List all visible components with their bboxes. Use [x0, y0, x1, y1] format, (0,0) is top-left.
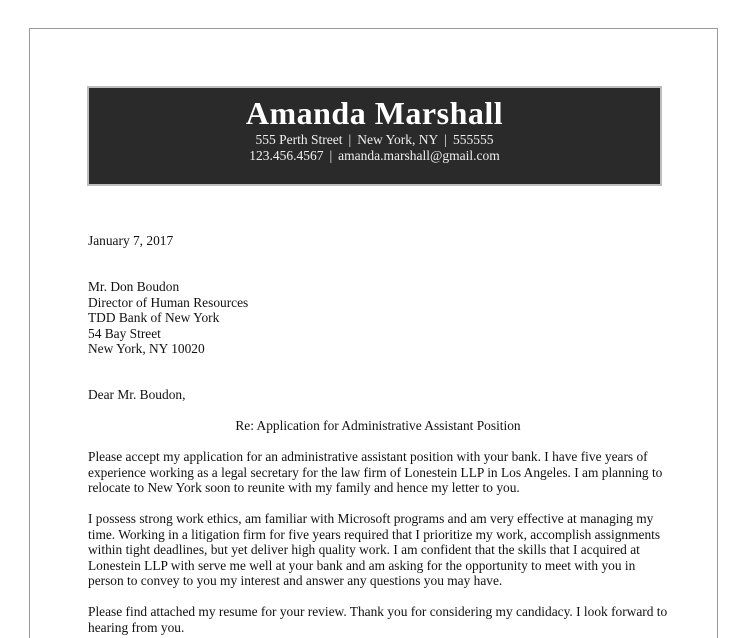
phone-number: 123.456.4567 [249, 148, 324, 163]
subject-line: Re: Application for Administrative Assistant Position [235, 418, 521, 433]
address-line [89, 132, 660, 148]
recipient-city: New York, NY 10020 [88, 341, 205, 357]
paragraph-intro: Please accept my application for an administrative assistant position with your bank. I have five years of experience working as a legal secretary for the law firm of Lonestein LLP in Los Angeles. I am planning to relocate to New York soon to reunite with my family and hence my letter to you. [88, 449, 663, 496]
separator: | [329, 148, 333, 163]
contact-line [89, 148, 660, 164]
salutation: Dear Mr. Boudon, [88, 387, 186, 402]
address-street: 555 Perth Street [255, 132, 343, 147]
letter-date: January 7, 2017 [88, 233, 174, 248]
letterhead-banner [87, 86, 662, 186]
separator: | [444, 132, 447, 147]
recipient-company: TDD Bank of New York [88, 310, 220, 326]
email-address: amanda.marshall@gmail.com [338, 148, 500, 163]
applicant-name: Amanda Marshall [245, 95, 504, 131]
separator: | [348, 132, 352, 147]
recipient-block [88, 279, 668, 357]
recipient-street: 54 Bay Street [88, 325, 161, 341]
recipient-name: Mr. Don Boudon [88, 279, 180, 294]
address-zip: 555555 [452, 132, 494, 147]
paragraph-closing: Please find attached my resume for your review. Thank you for considering my candidacy. I look forward to hearing from you. [88, 604, 668, 635]
address-city: New York, NY [357, 132, 439, 147]
paragraph-skills: I possess strong work ethics, am familiar with Microsoft programs and am very effective at managing my time. Working in a litigation firm for five years required that I prioritize my work, accomplish assignments within tight deadlines, but yet deliver high quality work. I am confident that the skills that I acquired at Lonestein LLP with serve me well at your bank and am asking for the opportunity to meet with you in person to convey to you my interest and answer any questions you may have. [88, 511, 661, 589]
recipient-title: Director of Human Resources [88, 294, 249, 310]
